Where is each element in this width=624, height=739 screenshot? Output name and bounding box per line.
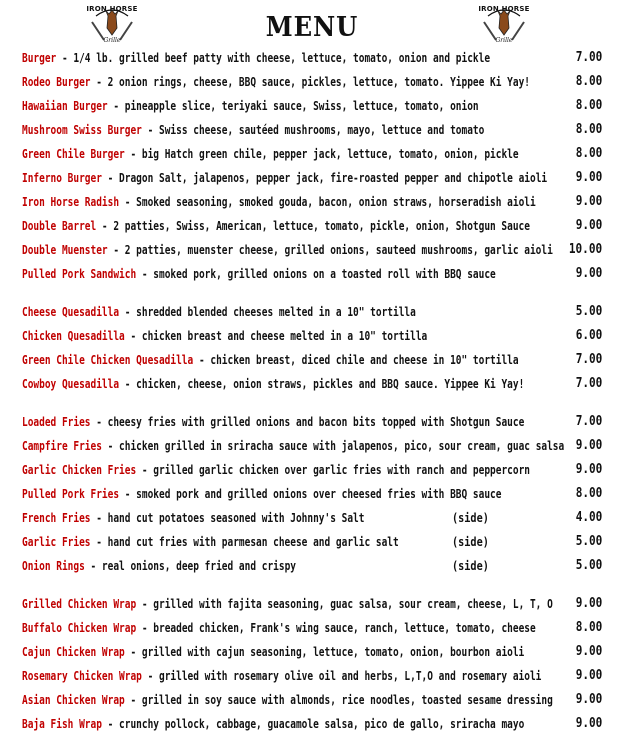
menu-item-price: 5.00 xyxy=(575,558,602,573)
dash-separator: - xyxy=(136,267,154,281)
side-label: (side) xyxy=(452,511,489,525)
menu-item xyxy=(22,664,602,688)
dash-separator: - xyxy=(101,439,120,453)
menu-item xyxy=(22,688,602,712)
dash-separator: - xyxy=(119,487,137,501)
menu-item-price: 9.00 xyxy=(575,266,602,281)
menu-item xyxy=(22,324,602,348)
menu-item-description: grilled garlic chicken over garlic fries with ranch and peppercorn xyxy=(153,463,530,477)
menu-item-name: Iron Horse Radish xyxy=(22,195,120,209)
menu-item-text xyxy=(22,238,553,262)
menu-item xyxy=(22,530,602,554)
menu-item-description: breaded chicken, Frank's wing sauce, ranch, lettuce, tomato, cheese xyxy=(153,621,536,635)
menu-item-price: 7.00 xyxy=(575,50,602,65)
menu-item-name: Hawaiian Burger xyxy=(22,99,108,113)
menu-item-text xyxy=(22,554,296,578)
dash-separator: - xyxy=(119,195,137,209)
menu-item-price: 9.00 xyxy=(575,170,602,185)
menu-item-text xyxy=(22,300,416,324)
menu-item-description: grilled in soy sauce with almonds, rice noodles, toasted sesame dressing xyxy=(141,693,553,707)
menu-item-name: Burger xyxy=(22,51,57,65)
dash-separator: - xyxy=(101,171,120,185)
menu-item-price: 9.00 xyxy=(575,218,602,233)
menu-item xyxy=(22,262,602,286)
menu-item-name: Green Chile Chicken Quesadilla xyxy=(22,353,194,367)
dash-separator: - xyxy=(124,645,142,659)
menu-item-price: 8.00 xyxy=(575,486,602,501)
menu-item-name: Pulled Pork Sandwich xyxy=(22,267,137,281)
menu-item-name: Rosemary Chicken Wrap xyxy=(22,669,142,683)
menu-item xyxy=(22,410,602,434)
dash-separator: - xyxy=(124,693,142,707)
menu-item-description: shredded blended cheeses melted in a 10" tortilla xyxy=(136,305,416,319)
dash-separator: - xyxy=(124,329,142,343)
menu-item-name: Mushroom Swiss Burger xyxy=(22,123,142,137)
menu-item xyxy=(22,94,602,118)
menu-item-price: 9.00 xyxy=(575,596,602,611)
menu-item-name: French Fries xyxy=(22,511,91,525)
menu-item-price: 7.00 xyxy=(575,376,602,391)
menu-item-text xyxy=(22,348,519,372)
menu-item xyxy=(22,142,602,166)
iron-horse-logo xyxy=(474,2,534,46)
menu-item-name: Rodeo Burger xyxy=(22,75,91,89)
dash-separator: - xyxy=(141,123,159,137)
dash-separator: - xyxy=(107,243,125,257)
menu-item-text xyxy=(22,506,364,530)
menu-item xyxy=(22,554,602,578)
menu-item-description: grilled with fajita seasoning, guac salsa, sour cream, cheese, L, T, O xyxy=(153,597,553,611)
menu-item-name: Double Muenster xyxy=(22,243,108,257)
dash-separator: - xyxy=(141,669,159,683)
menu-item xyxy=(22,616,602,640)
logo-text: IRON HORSE xyxy=(86,5,138,13)
menu-item-price: 9.00 xyxy=(575,194,602,209)
menu-item-price: 9.00 xyxy=(575,438,602,453)
menu-item-text xyxy=(22,664,541,688)
menu-item-text xyxy=(22,214,530,238)
menu-item-name: Loaded Fries xyxy=(22,415,91,429)
menu-item-name: Chicken Quesadilla xyxy=(22,329,125,343)
logo-subtext: Grille xyxy=(103,37,121,44)
dash-separator: - xyxy=(56,51,74,65)
menu-item-text xyxy=(22,142,519,166)
menu-item-description: Dragon Salt, jalapenos, pepper jack, fire-roasted pepper and chipotle aioli xyxy=(119,171,548,185)
menu-item-price: 7.00 xyxy=(575,352,602,367)
menu-item-text xyxy=(22,482,501,506)
menu-item-name: Cheese Quesadilla xyxy=(22,305,120,319)
menu-item-description: real onions, deep fried and crispy xyxy=(101,559,296,573)
menu-item-price: 8.00 xyxy=(575,146,602,161)
menu-item xyxy=(22,238,602,262)
menu-item-name: Buffalo Chicken Wrap xyxy=(22,621,137,635)
menu-item-price: 9.00 xyxy=(575,692,602,707)
logo-subtext: Grille xyxy=(495,37,513,44)
dash-separator: - xyxy=(136,597,154,611)
menu-item-text xyxy=(22,434,564,458)
menu-item-description: chicken breast and cheese melted in a 10" tortilla xyxy=(141,329,428,343)
menu-item xyxy=(22,482,602,506)
dash-separator: - xyxy=(90,535,108,549)
dash-separator: - xyxy=(119,305,137,319)
section-divider xyxy=(22,578,602,592)
menu-item xyxy=(22,70,602,94)
menu-item-description: Swiss cheese, sautéed mushrooms, mayo, lettuce and tomato xyxy=(158,123,485,137)
menu-item xyxy=(22,166,602,190)
menu-item-description: pineapple slice, teriyaki sauce, Swiss, lettuce, tomato, onion xyxy=(124,99,479,113)
menu-item-text xyxy=(22,262,496,286)
menu-item xyxy=(22,118,602,142)
menu-item-price: 6.00 xyxy=(575,328,602,343)
menu-item-price: 8.00 xyxy=(575,122,602,137)
menu-item-description: smoked pork, grilled onions on a toasted roll with BBQ sauce xyxy=(153,267,496,281)
menu-item-description: big Hatch green chile, pepper jack, lettuce, tomato, onion, pickle xyxy=(141,147,519,161)
dash-separator: - xyxy=(96,219,114,233)
menu-item-price: 8.00 xyxy=(575,74,602,89)
dash-separator: - xyxy=(119,377,137,391)
menu-item xyxy=(22,348,602,372)
menu-item-name: Onion Rings xyxy=(22,559,85,573)
menu-item-text xyxy=(22,458,530,482)
menu-item xyxy=(22,712,602,736)
menu-list xyxy=(22,46,602,736)
menu-item xyxy=(22,372,602,396)
menu-item-description: chicken breast, diced chile and cheese in 10" tortilla xyxy=(210,353,519,367)
dash-separator: - xyxy=(136,463,154,477)
menu-item-price: 9.00 xyxy=(575,644,602,659)
dash-separator: - xyxy=(136,621,154,635)
menu-item-price: 7.00 xyxy=(575,414,602,429)
menu-item-name: Asian Chicken Wrap xyxy=(22,693,125,707)
logo-text: IRON HORSE xyxy=(478,5,530,13)
menu-item-price: 5.00 xyxy=(575,304,602,319)
menu-item-text xyxy=(22,410,524,434)
menu-item xyxy=(22,46,602,70)
menu-item-text xyxy=(22,190,536,214)
menu-item-name: Pulled Pork Fries xyxy=(22,487,120,501)
menu-item-text xyxy=(22,46,490,70)
menu-item-description: hand cut potatoes seasoned with Johnny's Salt xyxy=(107,511,365,525)
menu-item-description: hand cut fries with parmesan cheese and garlic salt xyxy=(107,535,399,549)
menu-item-text xyxy=(22,640,524,664)
menu-item-name: Green Chile Burger xyxy=(22,147,125,161)
menu-item-name: Campfire Fries xyxy=(22,439,102,453)
dash-separator: - xyxy=(90,415,108,429)
dash-separator: - xyxy=(101,717,120,731)
menu-item-price: 9.00 xyxy=(575,462,602,477)
menu-item xyxy=(22,458,602,482)
dash-separator: - xyxy=(124,147,142,161)
menu-item-name: Inferno Burger xyxy=(22,171,102,185)
menu-item-description: crunchy pollock, cabbage, guacamole salsa, pico de gallo, sriracha mayo xyxy=(119,717,525,731)
menu-item-text xyxy=(22,592,553,616)
page-title: MENU xyxy=(265,12,359,43)
dash-separator: - xyxy=(90,75,108,89)
menu-item xyxy=(22,640,602,664)
menu-item-text xyxy=(22,70,530,94)
dash-separator: - xyxy=(90,511,108,525)
menu-item-description: chicken grilled in sriracha sauce with jalapenos, pico, sour cream, guac salsa xyxy=(119,439,565,453)
menu-item-name: Garlic Chicken Fries xyxy=(22,463,137,477)
menu-item-description: 2 patties, Swiss, American, lettuce, tomato, pickle, onion, Shotgun Sauce xyxy=(113,219,530,233)
menu-item-name: Grilled Chicken Wrap xyxy=(22,597,137,611)
menu-item-text xyxy=(22,94,479,118)
menu-item-price: 8.00 xyxy=(575,620,602,635)
menu-item-text xyxy=(22,530,399,554)
menu-item-price: 5.00 xyxy=(575,534,602,549)
menu-item-price: 9.00 xyxy=(575,668,602,683)
menu-item xyxy=(22,506,602,530)
menu-item-description: 2 onion rings, cheese, BBQ sauce, pickles, lettuce, tomato. Yippee Ki Yay! xyxy=(107,75,530,89)
menu-item-text xyxy=(22,166,547,190)
menu-item-price: 8.00 xyxy=(575,98,602,113)
menu-item-name: Garlic Fries xyxy=(22,535,91,549)
menu-item-description: grilled with rosemary olive oil and herbs, L,T,O and rosemary aioli xyxy=(158,669,542,683)
menu-item-text xyxy=(22,688,553,712)
menu-item-description: Smoked seasoning, smoked gouda, bacon, onion straws, horseradish aioli xyxy=(136,195,536,209)
section-divider xyxy=(22,396,602,410)
menu-item-price: 4.00 xyxy=(575,510,602,525)
side-label: (side) xyxy=(452,559,489,573)
menu-item-text xyxy=(22,118,484,142)
menu-item-text xyxy=(22,324,427,348)
menu-item-price: 9.00 xyxy=(575,716,602,731)
menu-item-name: Cowboy Quesadilla xyxy=(22,377,120,391)
side-label: (side) xyxy=(452,535,489,549)
menu-item-description: chicken, cheese, onion straws, pickles and BBQ sauce. Yippee Ki Yay! xyxy=(136,377,525,391)
menu-item-name: Baja Fish Wrap xyxy=(22,717,102,731)
menu-item xyxy=(22,190,602,214)
menu-item xyxy=(22,300,602,324)
menu-item-text xyxy=(22,372,524,396)
dash-separator: - xyxy=(193,353,211,367)
menu-item xyxy=(22,434,602,458)
menu-item-description: 1/4 lb. grilled beef patty with cheese, lettuce, tomato, onion and pickle xyxy=(73,51,491,65)
dash-separator: - xyxy=(84,559,102,573)
menu-item-description: 2 patties, muenster cheese, grilled onions, sauteed mushrooms, garlic aioli xyxy=(124,243,553,257)
section-divider xyxy=(22,286,602,300)
menu-item-description: smoked pork and grilled onions over cheesed fries with BBQ sauce xyxy=(136,487,502,501)
menu-item xyxy=(22,592,602,616)
menu-item-text xyxy=(22,712,524,736)
menu-item-price: 10.00 xyxy=(568,242,602,257)
menu-item-name: Cajun Chicken Wrap xyxy=(22,645,125,659)
dash-separator: - xyxy=(107,99,125,113)
menu-item-name: Double Barrel xyxy=(22,219,97,233)
menu-item xyxy=(22,214,602,238)
menu-item-text xyxy=(22,616,536,640)
menu-item-description: grilled with cajun seasoning, lettuce, tomato, onion, bourbon aioli xyxy=(141,645,525,659)
menu-item-description: cheesy fries with grilled onions and bacon bits topped with Shotgun Sauce xyxy=(107,415,525,429)
